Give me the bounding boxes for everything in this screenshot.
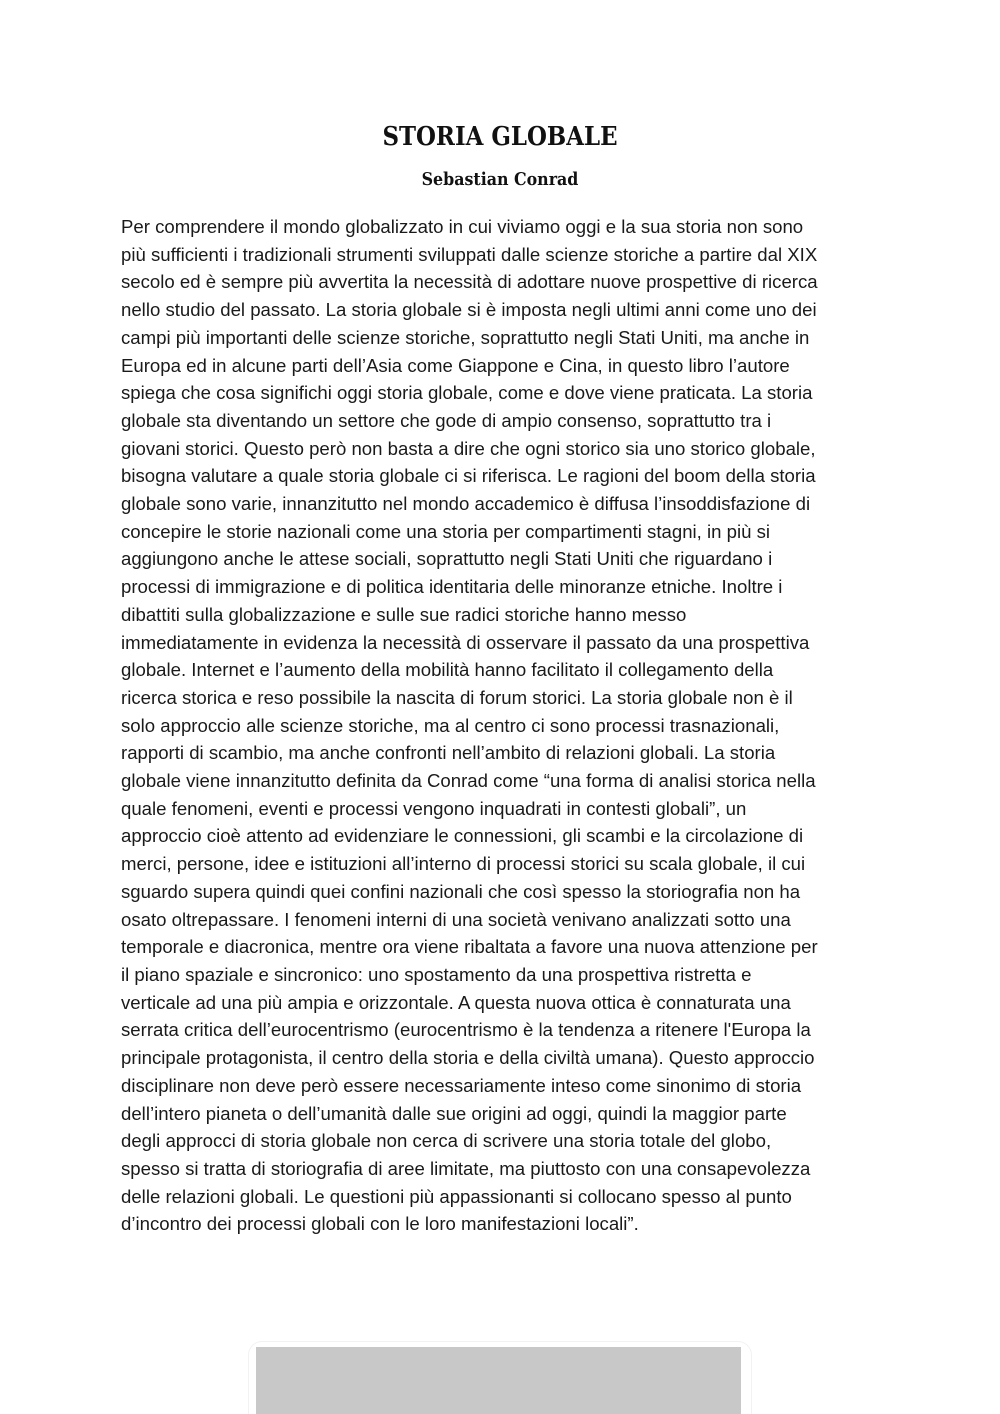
body-line: dibattiti sulla globalizzazione e sulle sue radici storiche hanno messo xyxy=(121,603,687,625)
body-line: sguardo supera quindi quei confini nazionali che così spesso la storiografia non ha xyxy=(121,880,801,902)
body-line: disciplinare non deve però essere necessariamente inteso come sinonimo di storia xyxy=(121,1074,802,1096)
body-line: giovani storici. Questo però non basta a dire che ogni storico sia uno storico globale, xyxy=(121,437,816,459)
body-line: principale protagonista, il centro della storia e della civiltà umana). Questo approccio xyxy=(121,1047,815,1069)
document-body xyxy=(121,213,891,1238)
body-line: osato oltrepassare. I fenomeni interni di una società venivano analizzati sotto una xyxy=(121,908,791,930)
body-line: processi di immigrazione e di politica identitaria delle minoranze etniche. Inoltre i xyxy=(121,576,783,598)
body-line: aggiungono anche le attese sociali, soprattutto negli Stati Uniti che riguardano i xyxy=(121,548,773,570)
body-line: più sufficienti i tradizionali strumenti sviluppati dalle scienze storiche a partire dal XIX xyxy=(121,243,818,265)
body-line: il piano spaziale e sincronico: uno spostamento da una prospettiva ristretta e xyxy=(121,963,752,985)
body-line: concepire le storie nazionali come una storia per compartimenti stagni, in più si xyxy=(121,520,771,542)
body-line: ricerca storica e reso possibile la nascita di forum storici. La storia globale non è il xyxy=(121,686,793,708)
body-line: rapporti di scambio, ma anche confronti nell’ambito di relazioni globali. La storia xyxy=(121,742,776,764)
body-line: nello studio del passato. La storia globale si è imposta negli ultimi anni come uno dei xyxy=(121,299,817,321)
body-line: globale viene innanzitutto definita da Conrad come “una forma di analisi storica nella xyxy=(121,770,816,792)
footer-bar xyxy=(256,1347,741,1414)
body-line: temporale e diacronica, mentre ora viene ribaltata a favore una nuova attenzione per xyxy=(121,936,818,958)
body-line: spiega che cosa significhi oggi storia globale, come e dove viene praticata. La storia xyxy=(121,382,813,404)
body-line: approccio cioè attento ad evidenziare le connessioni, gli scambi e la circolazione di xyxy=(121,825,804,847)
body-line: spesso si tratta di storiografia di aree limitate, ma piuttosto con una consapevolezza xyxy=(121,1157,811,1179)
body-line: delle relazioni globali. Le questioni più appassionanti si collocano spesso al punto xyxy=(121,1185,792,1207)
body-line: verticale ad una più ampia e orizzontale. A questa nuova ottica è connaturata una xyxy=(121,991,791,1013)
body-line: merci, persone, idee e istituzioni all’interno di processi storici su scala globale, il cui xyxy=(121,853,806,875)
document-title: STORIA GLOBALE xyxy=(382,122,618,152)
body-line: globale sta diventando un settore che gode di ampio consenso, soprattutto tra i xyxy=(121,409,772,431)
document-author: Sebastian Conrad xyxy=(421,169,579,190)
body-line: dell’intero pianeta o dell’umanità dalle sue origini ad oggi, quindi la maggior parte xyxy=(121,1102,787,1124)
body-line: serrata critica dell’eurocentrismo (eurocentrismo è la tendenza a ritenere l'Europa la xyxy=(121,1019,811,1041)
body-line: immediatamente in evidenza la necessità di osservare il passato da una prospettiva xyxy=(121,631,810,653)
body-line: Per comprendere il mondo globalizzato in cui viviamo oggi e la sua storia non sono xyxy=(121,216,804,237)
body-line: bisogna valutare a quale storia globale ci si riferisca. Le ragioni del boom della storia xyxy=(121,465,816,487)
body-line: solo approccio alle scienze storiche, ma al centro ci sono processi trasnazionali, xyxy=(121,714,780,736)
body-line: globale sono varie, innanzitutto nel mondo accademico è diffusa l’insoddisfazione di xyxy=(121,493,811,515)
body-line: globale. Internet e l’aumento della mobilità hanno facilitato il collegamento della xyxy=(121,659,774,681)
body-line: campi più importanti delle scienze storiche, soprattutto negli Stati Uniti, ma anche in xyxy=(121,326,810,348)
body-line: Europa ed in alcune parti dell’Asia come Giappone e Cina, in questo libro l’autore xyxy=(121,354,790,376)
body-line: quale fenomeni, eventi e processi vengono inquadrati in contesti globali”, un xyxy=(121,797,747,819)
body-line: secolo ed è sempre più avvertita la necessità di adottare nuove prospettive di ricerca xyxy=(121,271,818,293)
body-line: d’incontro dei processi globali con le loro manifestazioni locali”. xyxy=(121,1213,639,1235)
body-line: degli approcci di storia globale non cerca di scrivere una storia totale del globo, xyxy=(121,1130,772,1152)
